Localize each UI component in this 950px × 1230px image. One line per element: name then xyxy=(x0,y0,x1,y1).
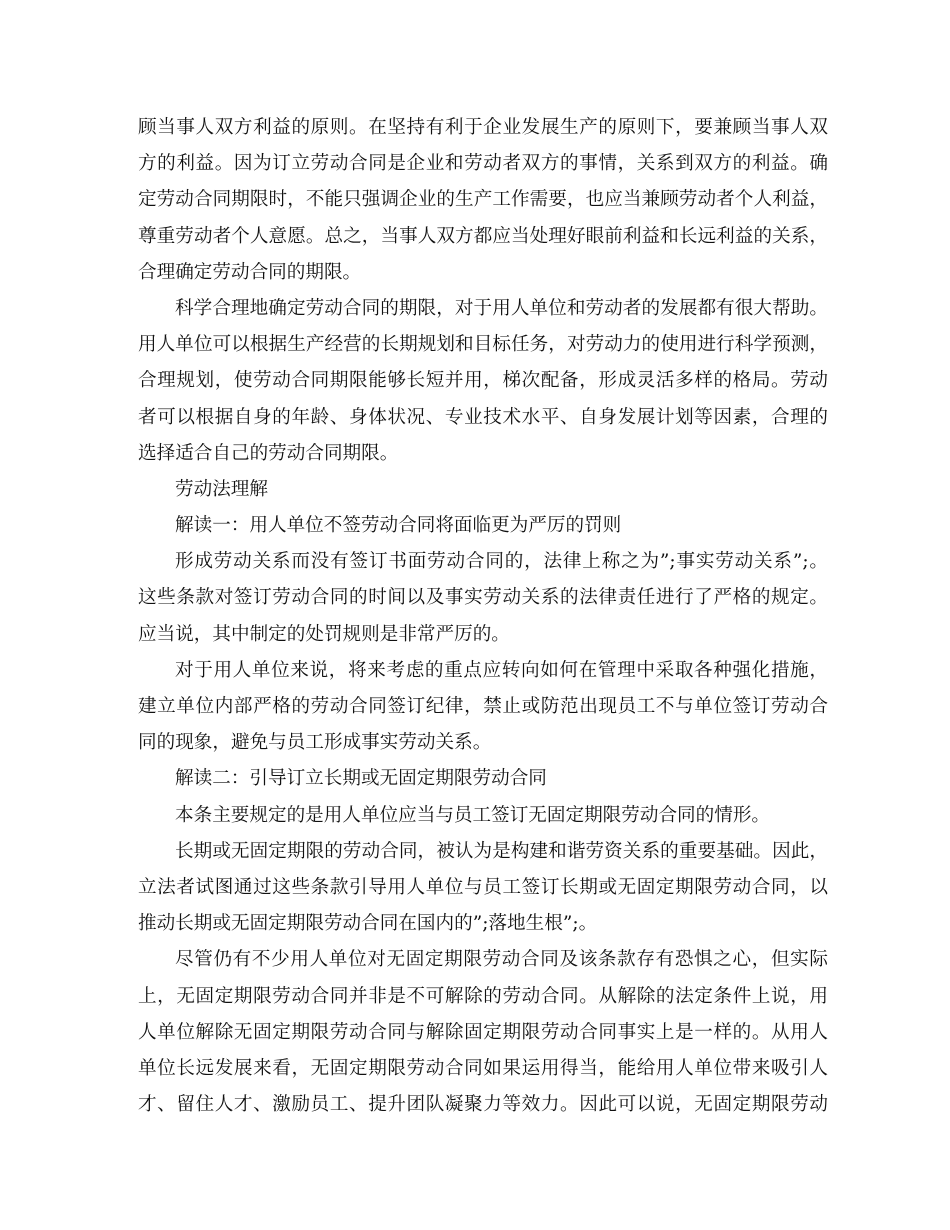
text-line: 单位长远发展来看，无固定期限劳动合同如果运用得当，能给用人单位带来吸引人 xyxy=(138,1057,828,1079)
text-line: 人单位解除无固定期限劳动合同与解除固定期限劳动合同事实上是一样的。从用人 xyxy=(138,1021,828,1043)
text-line: 者可以根据自身的年龄、身体状况、专业技术水平、自身发展计划等因素，合理的 xyxy=(138,406,828,428)
text-line: 尊重劳动者个人意愿。总之，当事人双方都应当处理好眼前利益和长远利益的关系， xyxy=(138,225,828,247)
document-body xyxy=(138,110,828,1123)
text-line: 劳动法理解 xyxy=(175,478,268,500)
paragraph xyxy=(138,761,828,797)
text-line: 选择适合自己的劳动合同期限。 xyxy=(138,442,399,464)
text-line: 上，无固定期限劳动合同并非是不可解除的劳动合同。从解除的法定条件上说，用 xyxy=(138,985,828,1007)
paragraph xyxy=(138,653,828,762)
paragraph xyxy=(138,834,828,943)
text-line: 推动长期或无固定期限劳动合同在国内的”;落地生根”;。 xyxy=(138,913,598,935)
text-line: 科学合理地确定劳动合同的期限，对于用人单位和劳动者的发展都有很大帮助。 xyxy=(175,297,828,319)
paragraph xyxy=(138,544,828,653)
paragraph xyxy=(138,110,828,291)
text-line: 定劳动合同期限时，不能只强调企业的生产工作需要，也应当兼顾劳动者个人利益， xyxy=(138,189,828,211)
text-line: 建立单位内部严格的劳动合同签订纪律，禁止或防范出现员工不与单位签订劳动合 xyxy=(138,696,828,717)
text-line: 应当说，其中制定的处罚规则是非常严厉的。 xyxy=(138,623,510,645)
paragraph xyxy=(138,508,828,544)
text-line: 才、留住人才、激励员工、提升团队凝聚力等效力。因此可以说，无固定期限劳动 xyxy=(138,1094,828,1116)
text-line: 合理确定劳动合同的期限。 xyxy=(138,261,362,283)
text-line: 本条主要规定的是用人单位应当与员工签订无固定期限劳动合同的情形。 xyxy=(175,804,771,826)
text-line: 解读一：用人单位不签劳动合同将面临更为严厉的罚则 xyxy=(175,515,622,537)
text-line: 对于用人单位来说，将来考虑的重点应转向如何在管理中采取各种强化措施， xyxy=(175,659,828,681)
text-line: 立法者试图通过这些条款引导用人单位与员工签订长期或无固定期限劳动合同，以 xyxy=(138,876,828,898)
paragraph xyxy=(138,472,828,508)
paragraph xyxy=(138,798,828,834)
text-line: 顾当事人双方利益的原则。在坚持有利于企业发展生产的原则下，要兼顾当事人双 xyxy=(138,117,828,138)
text-line: 形成劳动关系而没有签订书面劳动合同的，法律上称之为”;事实劳动关系”;。 xyxy=(175,551,828,573)
text-line: 这些条款对签订劳动合同的时间以及事实劳动关系的法律责任进行了严格的规定。 xyxy=(138,587,828,609)
text-line: 合理规划，使劳动合同期限能够长短并用，梯次配备，形成灵活多样的格局。劳动 xyxy=(138,370,828,392)
text-line: 尽管仍有不少用人单位对无固定期限劳动合同及该条款存有恐惧之心，但实际 xyxy=(175,949,828,971)
text-line: 方的利益。因为订立劳动合同是企业和劳动者双方的事情，关系到双方的利益。确 xyxy=(138,153,828,175)
text-line: 长期或无固定期限的劳动合同，被认为是构建和谐劳资关系的重要基础。因此， xyxy=(175,840,828,862)
paragraph xyxy=(138,291,828,472)
text-line: 用人单位可以根据生产经营的长期规划和目标任务，对劳动力的使用进行科学预测， xyxy=(138,334,828,356)
text-line: 同的现象，避免与员工形成事实劳动关系。 xyxy=(138,732,492,754)
text-line: 解读二：引导订立长期或无固定期限劳动合同 xyxy=(175,768,547,790)
paragraph xyxy=(138,942,828,1123)
